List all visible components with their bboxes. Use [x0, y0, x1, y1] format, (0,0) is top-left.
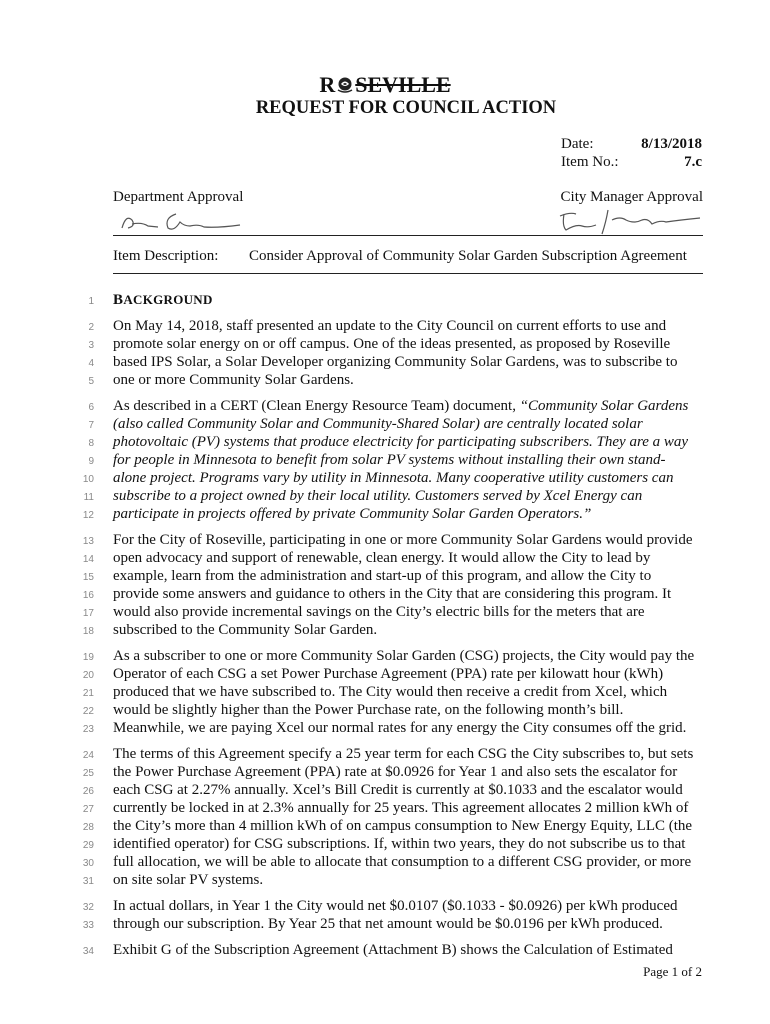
line-number: 15 [82, 572, 94, 583]
item-no-row [561, 154, 702, 171]
item-description-row [113, 248, 703, 265]
line-number: 30 [82, 858, 94, 869]
line-number: 13 [82, 536, 94, 547]
line-number: 8 [88, 438, 94, 449]
item-no-label: Item No.: [561, 154, 619, 170]
line-number: 31 [82, 876, 94, 887]
logo-letter-r: R [319, 72, 336, 97]
body-line: As a subscriber to one or more Community Solar Garden (CSG) projects, the City would pay the [113, 648, 695, 664]
city-manager-signature [556, 206, 704, 238]
line-number: 7 [88, 420, 94, 431]
body-line: on site solar PV systems. [113, 872, 264, 888]
line-number: 27 [82, 804, 94, 815]
line-number: 3 [88, 340, 94, 351]
body-line: the Power Purchase Agreement (PPA) rate at $0.0926 for Year 1 and also sets the escalator for [113, 764, 678, 780]
line-number: 4 [88, 358, 94, 369]
body-line: photovoltaic (PV) systems that produce electricity for participating subscribers. They are a way [113, 434, 689, 450]
body-line: would also provide incremental savings on the City’s electric bills for the meters that are [113, 604, 645, 620]
logo-text: SEVILLE [355, 72, 451, 97]
line-number: 25 [82, 768, 94, 779]
line-number: 9 [88, 456, 94, 467]
date-label: Date: [561, 136, 594, 152]
body-line: provide some answers and guidance to others in the City that are considering this program. It [113, 586, 672, 602]
body-line: For the City of Roseville, participating in one or more Community Solar Gardens would provide [113, 532, 693, 548]
line-number: 19 [82, 652, 94, 663]
divider-bottom [113, 273, 703, 274]
line-number: 28 [82, 822, 94, 833]
line-number: 14 [82, 554, 94, 565]
body-line: based IPS Solar, a Solar Developer organizing Community Solar Gardens, was to subscribe to [113, 354, 678, 370]
body-line: The terms of this Agreement specify a 25 year term for each CSG the City subscribes to, but sets [113, 746, 694, 762]
department-approval-label: Department Approval [113, 189, 244, 205]
roseville-logo [0, 72, 770, 98]
item-no-value: 7.c [684, 154, 702, 170]
body-line: alone project. Programs vary by utility in Minnesota. Many cooperative utility customers can [113, 470, 674, 486]
line-number: 10 [82, 474, 94, 485]
body-line: example, learn from the administration and start-up of this program, and allow the City to [113, 568, 652, 584]
line-number: 18 [82, 626, 94, 637]
line-number: 11 [83, 492, 94, 503]
department-signature [118, 206, 248, 236]
line-number: 33 [82, 920, 94, 931]
line-number: 12 [82, 510, 94, 521]
body-line: would be slightly higher than the Power Purchase rate, on the following month’s bill. [113, 702, 624, 718]
line-number: 16 [82, 590, 94, 601]
line-number: 20 [82, 670, 94, 681]
body-line: (also called Community Solar and Community-Shared Solar) are centrally located solar [113, 416, 643, 432]
line-number: 29 [82, 840, 94, 851]
body-line: Meanwhile, we are paying Xcel our normal rates for any energy the City consumes off the grid. [113, 720, 687, 736]
page-title: REQUEST FOR COUNCIL ACTION [255, 98, 557, 118]
line-number: 5 [88, 376, 94, 387]
body-line: full allocation, we will be able to allocate that consumption to a different CSG provider, or more [113, 854, 692, 870]
line-number: 22 [82, 706, 94, 717]
body-line: participate in projects offered by private Community Solar Garden Operators.” [113, 506, 592, 522]
body-line: the City’s more than 4 million kWh of on campus consumption to New Energy Equity, LLC (the [113, 818, 693, 834]
line-number: 26 [82, 786, 94, 797]
body-line: identified operator) for CSG subscriptions. If, within two years, they do not subscribe us to that [113, 836, 686, 852]
date-value: 8/13/2018 [641, 136, 702, 152]
line-number: 17 [82, 608, 94, 619]
body-line: open advocacy and support of renewable, clean energy. It would allow the City to lead by [113, 550, 651, 566]
line-number: 1 [88, 296, 94, 307]
line-number: 34 [82, 946, 94, 957]
item-description-label: Item Description: [113, 248, 219, 264]
line-number: 32 [82, 902, 94, 913]
body-line: subscribe to a project owned by their local utility. Customers served by Xcel Energy can [113, 488, 643, 504]
body-line: currently be locked in at 2.3% annually for 25 years. This agreement allocates 2 million kWh of [113, 800, 689, 816]
page-number: Page 1 of 2 [643, 964, 702, 979]
date-row [561, 136, 702, 153]
rose-icon [335, 76, 355, 94]
line-number: 24 [82, 750, 94, 761]
body-line: In actual dollars, in Year 1 the City would net $0.0107 ($0.1033 - $0.0926) per kWh produced [113, 898, 678, 914]
body-line: Operator of each CSG a set Power Purchase Agreement (PPA) rate per kilowatt hour (kWh) [113, 666, 664, 682]
body-line: through our subscription. By Year 25 that net amount would be $0.0196 per kWh produced. [113, 916, 663, 932]
line-number: 21 [82, 688, 94, 699]
body-line: As described in a CERT (Clean Energy Resource Team) document, “Community Solar Gardens [113, 398, 689, 414]
body-line: produced that we have subscribed to. The City would then receive a credit from Xcel, which [113, 684, 668, 700]
body-line: each CSG at 2.27% annually. Xcel’s Bill Credit is currently at $0.1033 and the escalator would [113, 782, 683, 798]
body-line: for people in Minnesota to benefit from solar PV systems without installing their own stand- [113, 452, 666, 468]
line-number: 2 [88, 322, 94, 333]
section-heading-background: BACKGROUND [113, 292, 213, 308]
city-manager-approval-label: City Manager Approval [560, 189, 703, 205]
line-number: 6 [88, 402, 94, 413]
body-line: promote solar energy on or off campus. One of the ideas presented, as proposed by Roseville [113, 336, 671, 352]
body-line: subscribed to the Community Solar Garden. [113, 622, 378, 638]
line-number: 23 [82, 724, 94, 735]
body-line: On May 14, 2018, staff presented an update to the City Council on current efforts to use and [113, 318, 667, 334]
divider-top [113, 235, 703, 236]
item-description-text: Consider Approval of Community Solar Garden Subscription Agreement [249, 248, 687, 264]
body-line: one or more Community Solar Gardens. [113, 372, 354, 388]
body-line: Exhibit G of the Subscription Agreement (Attachment B) shows the Calculation of Estimated [113, 942, 673, 958]
